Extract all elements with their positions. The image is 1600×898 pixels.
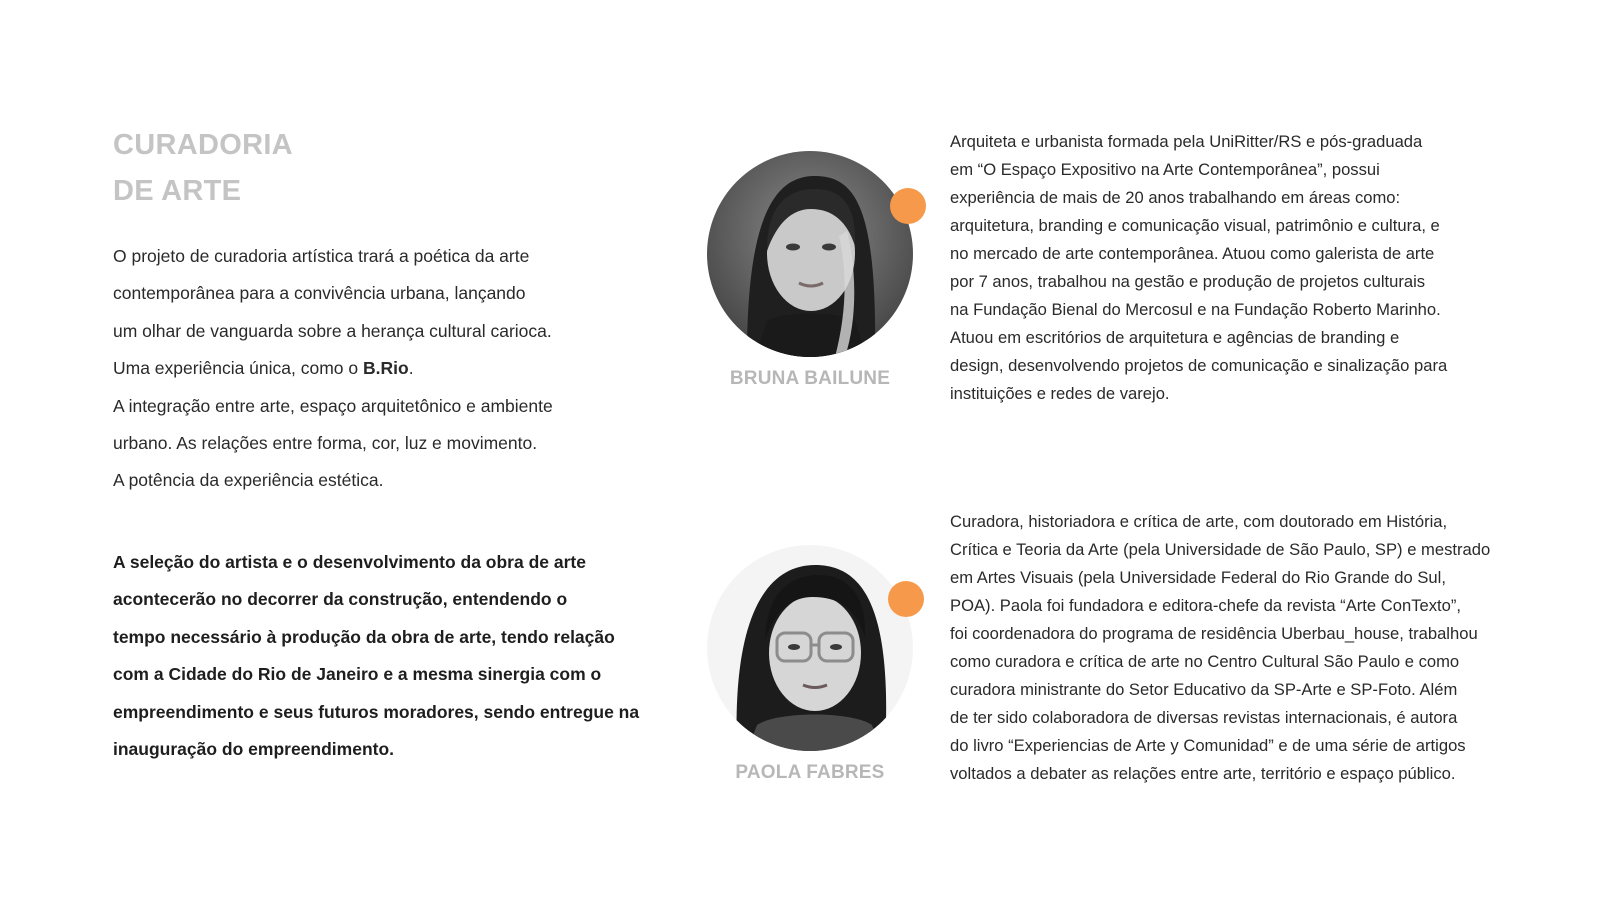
bold-line: com a Cidade do Rio de Janeiro e a mesma sinergia com o <box>113 664 602 685</box>
bold-line: empreendimento e seus futuros moradores, sendo entregue na <box>113 701 640 722</box>
bio-line: Arquiteta e urbanista formada pela UniRitter/RS e pós-graduada <box>950 132 1423 151</box>
curator-name-bruna: BRUNA BAILUNE <box>729 368 891 389</box>
accent-dot <box>888 581 924 617</box>
selection-paragraph <box>113 544 640 768</box>
unique-suffix: . <box>408 358 414 379</box>
bold-line: inauguração do empreendimento. <box>113 739 395 760</box>
intro-line-unique <box>113 350 633 387</box>
bio-line: na Fundação Bienal do Mercosul e na Fundação Roberto Marinho. <box>950 300 1441 319</box>
bio-line: POA). Paola foi fundadora e editora-chefe da revista “Arte ConTexto”, <box>950 596 1461 615</box>
section-title-line1: CURADORIA <box>113 129 293 161</box>
bold-line: A seleção do artista e o desenvolvimento da obra de arte <box>113 552 586 572</box>
intro-line: contemporânea para a convivência urbana, lançando <box>113 283 526 304</box>
bio-line: no mercado de arte contemporânea. Atuou como galerista de arte <box>950 244 1435 263</box>
bio-line: por 7 anos, trabalhou na gestão e produção de projetos culturais <box>950 272 1426 291</box>
bio-line: foi coordenadora do programa de residência Uberbau_house, trabalhou <box>950 624 1478 643</box>
curator-photo-paola <box>707 545 913 751</box>
bio-line: Curadora, historiadora e crítica de arte, com doutorado em História, <box>950 512 1448 531</box>
bold-line: acontecerão no decorrer da construção, entendendo o <box>113 589 568 610</box>
bio-line: design, desenvolvendo projetos de comunicação e sinalização para <box>950 356 1448 375</box>
bio-line: em Artes Visuais (pela Universidade Federal do Rio Grande do Sul, <box>950 568 1446 587</box>
bio-line: Crítica e Teoria da Arte (pela Universidade de São Paulo, SP) e mestrado <box>950 540 1491 559</box>
section-title-line2: DE ARTE <box>113 175 242 207</box>
curator-bio-bruna <box>950 128 1447 408</box>
accent-dot <box>890 188 926 224</box>
bio-line: voltados a debater as relações entre arte, território e espaço público. <box>950 764 1456 783</box>
bio-line: de ter sido colaboradora de diversas revistas internacionais, é autora <box>950 708 1458 727</box>
bio-line: experiência de mais de 20 anos trabalhando em áreas como: <box>950 188 1401 207</box>
bio-line: curadora ministrante do Setor Educativo da SP-Arte e SP-Foto. Além <box>950 680 1458 699</box>
bio-line: em “O Espaço Expositivo na Arte Contemporânea”, possui <box>950 160 1380 179</box>
bold-line: tempo necessário à produção da obra de arte, tendo relação <box>113 626 615 647</box>
unique-prefix: Uma experiência única, como o <box>113 358 363 379</box>
curator-bio-paola <box>950 508 1490 788</box>
intro-line: um olhar de vanguarda sobre a herança cultural carioca. <box>113 320 552 341</box>
bio-line: arquitetura, branding e comunicação visual, patrimônio e cultura, e <box>950 216 1440 235</box>
brand-name: B.Rio <box>362 358 409 379</box>
intro-line: urbano. As relações entre forma, cor, luz e movimento. <box>113 433 538 454</box>
intro-line: A potência da experiência estética. <box>113 470 384 491</box>
intro-text <box>113 238 633 500</box>
intro-line: A integração entre arte, espaço arquitetônico e ambiente <box>113 395 553 416</box>
bio-line: do livro “Experiencias de Arte y Comunidad” e de uma série de artigos <box>950 736 1466 755</box>
curator-name-paola: PAOLA FABRES <box>735 762 885 783</box>
bio-line: Atuou em escritórios de arquitetura e agências de branding e <box>950 328 1400 347</box>
bio-line: como curadora e crítica de arte no Centro Cultural São Paulo e como <box>950 652 1460 671</box>
curator-photo-bruna <box>707 151 913 357</box>
bio-line: instituições e redes de varejo. <box>950 384 1170 403</box>
intro-line: O projeto de curadoria artística trará a poética da arte <box>113 246 530 266</box>
section-title <box>113 122 293 214</box>
